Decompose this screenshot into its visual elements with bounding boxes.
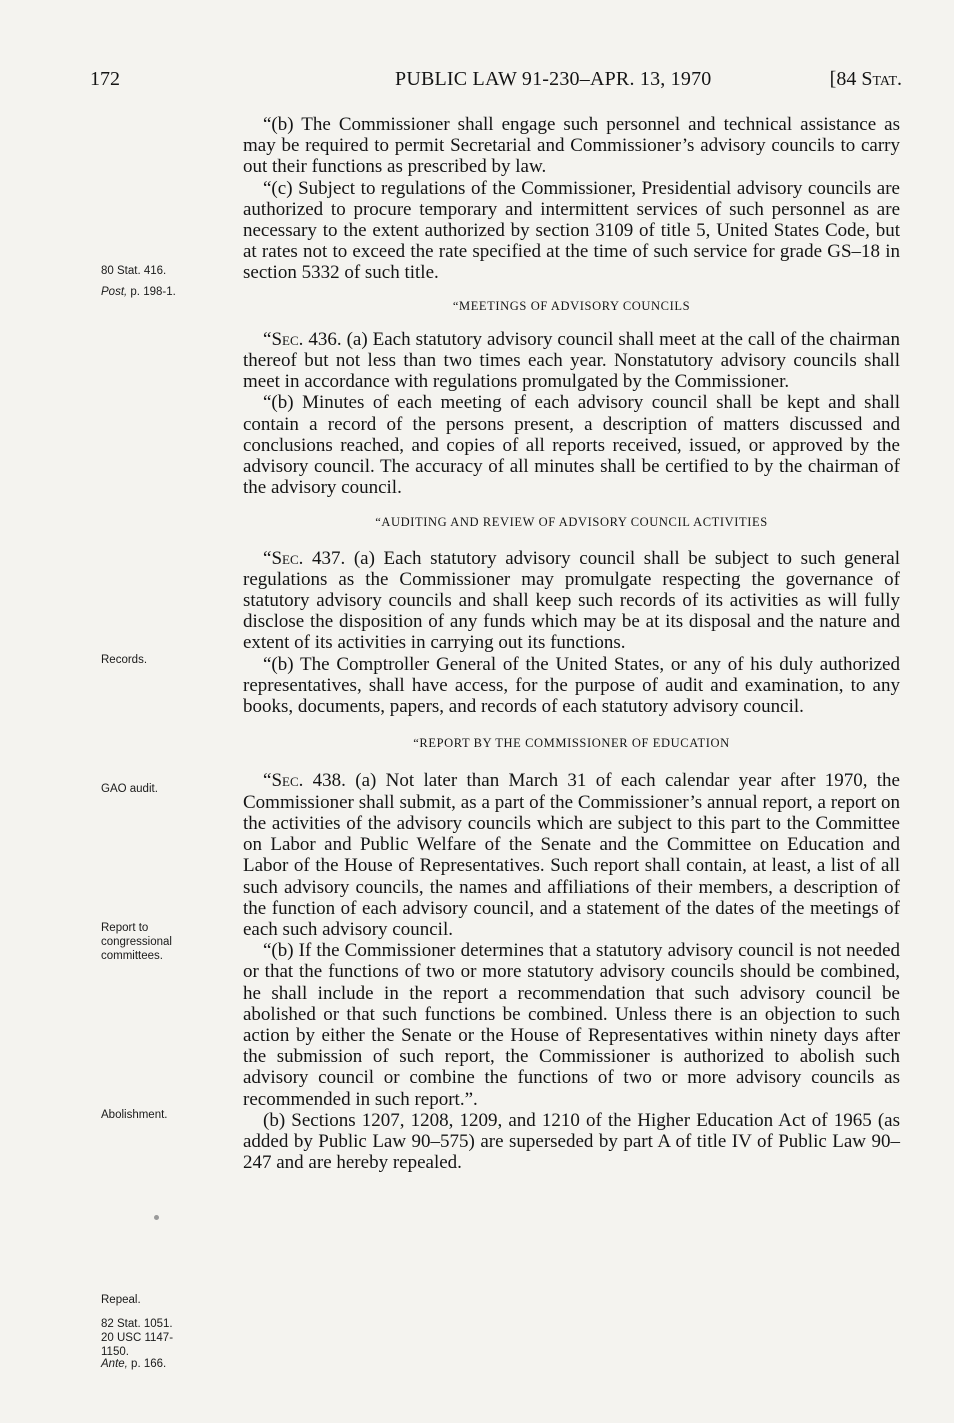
margin-note-repeal: Repeal. [101, 1294, 141, 1306]
sec-438-label: Sec [271, 770, 299, 792]
report-note-line-1: Report to [101, 922, 149, 934]
paragraph-repeal: (b) Sections 1207, 1208, 1209, and 1210 of the Higher Education Act of 1965 (as added by Public Law 90–575) are superseded by part A of title IV of Public Law 90–247 and are hereby repealed. [243, 1109, 900, 1174]
stat-82-line-3: 1150. [101, 1346, 129, 1358]
stat-82-line-1: 82 Stat. 1051. [101, 1318, 173, 1330]
post-label: Post, [101, 286, 128, 298]
sec-436-text: . 436. (a) Each statutory advisory council shall meet at the call of the chairman thereof but not less than two times each year. Nonstatutory advisory councils shall meet in accordance with regulations promulgated by the Commissioner. [243, 328, 900, 393]
section-437: “Sec. 437. (a) Each statutory advisory council shall be subject to such general regulations as the Commissioner may promulgate respecting the governance of statutory advisory councils and shall keep such records of its activities as will fully disclose the disposition of any funds which may be at its disposal and the nature and extent of its activities in carrying out its functions. [243, 547, 900, 654]
paragraph-438-b: “(b) If the Commissioner determines that a statutory advisory council is not needed or that the functions of two or more statutory advisory councils should be combined, he shall include in the report a recommendation that such advisory council be abolished or that such functions be combined. Unless there is an objection to such action by either the Senate or the House of Representatives within ninety days after the submission of such report, the Commissioner is authorized to abolish such advisory council or combine the functions of two or more advisory councils as recommended in such report.”. [243, 940, 900, 1110]
bullet-dot [154, 1215, 159, 1220]
report-note-line-3: committees. [101, 950, 163, 962]
sec-438-text: . 438. (a) Not later than March 31 of each calendar year after 1970, the Commissioner shall submit, as a part of the Commissioner’s annual report, a report on the activities of the advisory councils which are subject to this part to the Committee on Labor and Public Welfare of the Senate and the Committee on Education and Labor of the House of Representatives. Such report shall contain, at least, a list of all such advisory councils, the names and affiliations of their members, a description of the function of each advisory council, and a statement of the dates of the meetings of each such advisory council. [243, 770, 900, 940]
page-title: PUBLIC LAW 91-230–APR. 13, 1970 [395, 68, 712, 90]
margin-note-80-stat: 80 Stat. 416. [101, 265, 167, 277]
margin-note-records: Records. [101, 654, 148, 666]
stat-bracket: [84 [829, 68, 862, 90]
margin-note-abolishment: Abolishment. [101, 1109, 168, 1121]
paragraph-c-regulations: “(c) Subject to regulations of the Commissioner, Presidential advisory councils are authorized to procure temporary and intermittent services of such personnel as are necessary to the extent authorized by section 3109 of title 5, United States Code, but at rates not to exceed the rate specified at the time of such service for grade GS–18 in section 5332 of such title. [243, 177, 900, 284]
ante-label: Ante, [101, 1358, 128, 1370]
sec-436-label: Sec [271, 328, 299, 350]
stat-82-line-2: 20 USC 1147- [101, 1332, 174, 1344]
page-number: 172 [90, 68, 120, 90]
sec-437-text: . 437. (a) Each statutory advisory council shall be subject to such general regulations as the Commissioner may promulgate respecting the governance of statutory advisory councils and shall keep such records of its activities as will fully disclose the disposition of any funds which may be at its disposal and the nature and extent of its activities in carrying out its functions. [243, 547, 900, 654]
section-438: “Sec. 438. (a) Not later than March 31 of each calendar year after 1970, the Commissioner shall submit, as a part of the Commissioner’s annual report, a report on the activities of the advisory councils which are subject to this part to the Committee on Labor and Public Welfare of the Senate and the Committee on Education and Labor of the House of Representatives. Such report shall contain, at least, a list of all such advisory councils, the names and affiliations of their members, a description of the function of each advisory council, and a statement of the dates of the meetings of each such advisory council. [243, 770, 900, 940]
section-436: “Sec. 436. (a) Each statutory advisory council shall meet at the call of the chairman thereof but not less than two times each year. Nonstatutory advisory councils shall meet in accordance with regulations promulgated by the Commissioner. [243, 328, 900, 393]
margin-note-82-stat [101, 1317, 231, 1359]
sec-437-label: Sec [271, 547, 299, 569]
ante-ref: p. 166. [127, 1358, 167, 1370]
heading-meetings: “MEETINGS OF ADVISORY COUNCILS [452, 298, 691, 313]
paragraph-b-commissioner: “(b) The Commissioner shall engage such personnel and technical assistance as may be required to permit Secretarial and Commissioner’s advisory councils to carry out their functions as prescribed by law. [243, 114, 900, 178]
paragraph-437-b: “(b) The Comptroller General of the United States, or any of his duly authorized representatives, shall have access, for the purpose of audit and examination, to any books, documents, papers, and records of each statutory advisory council. [243, 653, 900, 718]
margin-note-ante [101, 1357, 231, 1371]
main-text [243, 114, 900, 1173]
post-ref: p. 198-1. [127, 286, 176, 298]
report-note-line-2: congressional [101, 936, 172, 948]
statute-reference [830, 68, 902, 91]
margin-note-post [101, 285, 231, 299]
margin-note-report [101, 921, 231, 963]
heading-auditing: “AUDITING AND REVIEW OF ADVISORY COUNCIL ACTIVITIES [375, 515, 768, 530]
stat-label: Stat. [861, 68, 902, 90]
page-header [90, 68, 902, 98]
margin-note-gao-audit: GAO audit. [101, 783, 158, 795]
heading-report: “REPORT BY THE COMMISSIONER OF EDUCATION [413, 736, 730, 751]
paragraph-436-b: “(b) Minutes of each meeting of each advisory council shall be kept and shall contain a record of the persons present, a description of matters discussed and conclusions reached, and copies of all reports received, issued, or approved by the advisory council. The accuracy of all minutes shall be certified to by the chairman of the advisory council. [243, 392, 900, 499]
